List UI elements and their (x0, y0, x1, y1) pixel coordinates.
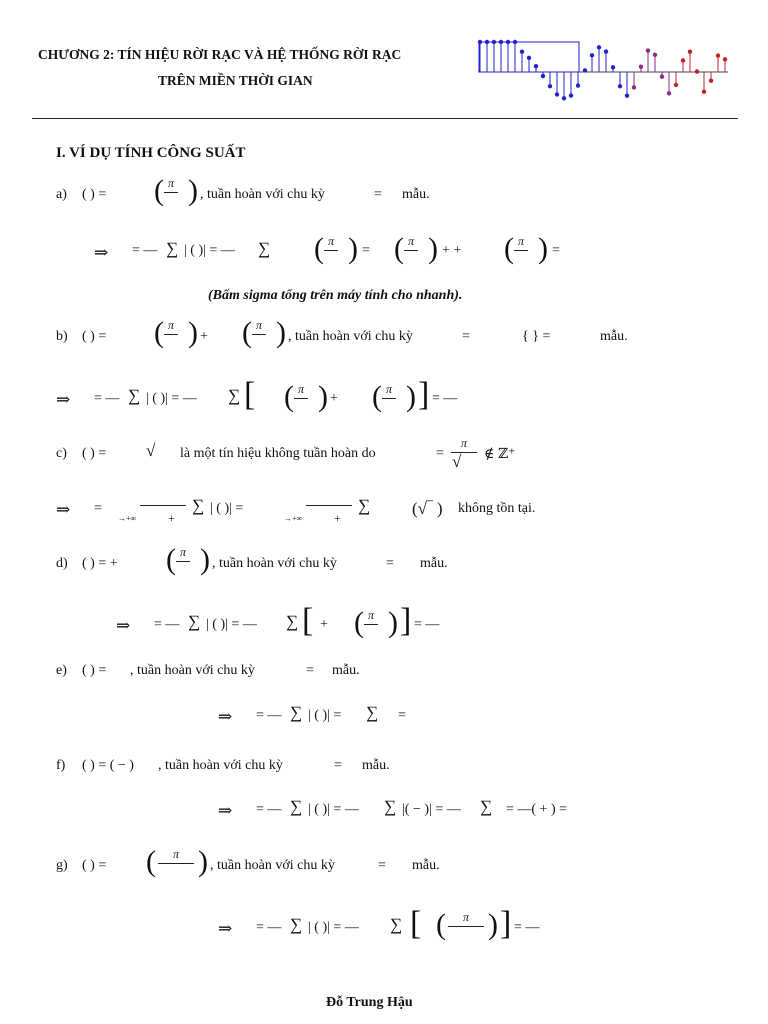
logo-stem-dot (723, 57, 727, 61)
item-d-paren2-open: ( (354, 606, 364, 639)
item-g-arrow-icon: ⇒ (218, 919, 233, 938)
logo-stem-dot (499, 40, 503, 44)
item-d-bracket-close: ] (400, 602, 412, 639)
item-c-plus1: + (168, 511, 175, 525)
item-e-sigma2-icon: ∑ (366, 703, 379, 722)
item-a-desc: , tuần hoàn với chu kỳ (200, 187, 325, 202)
item-b-sigma-icon: ∑ (128, 386, 141, 405)
item-f-power-lhs: = — (256, 802, 282, 817)
item-f-eq: = (334, 758, 342, 773)
item-d-unit: mẫu. (420, 556, 448, 571)
item-a-unit: mẫu. (402, 187, 430, 202)
item-f-desc: , tuần hoàn với chu kỳ (158, 758, 283, 773)
logo-stem-dot (527, 56, 531, 60)
item-c-notin: ∉ ℤ⁺ (484, 447, 516, 462)
item-g-sigma2-icon: ∑ (390, 915, 403, 934)
logo-stem-dot (688, 49, 692, 53)
item-g-fraction2: π (446, 910, 486, 931)
item-e-power-lhs: = — (256, 708, 282, 723)
item-d-plus: + (320, 617, 328, 632)
item-f-abs: | ( )| = — (308, 802, 359, 817)
item-g-fraction: π (156, 847, 196, 868)
item-c-eq2: = (94, 501, 102, 516)
item-d-paren-open: ( (166, 543, 176, 576)
logo-stem-dot (639, 64, 643, 68)
item-b-paren1-close: ) (188, 316, 198, 349)
item-g-sigma-icon: ∑ (290, 915, 303, 934)
item-d-desc: , tuần hoàn với chu kỳ (212, 556, 337, 571)
item-a-label: a) (56, 187, 67, 202)
item-a-abs: | ( )| = — (184, 243, 235, 258)
item-a-fraction: π (162, 176, 180, 197)
item-a-paren3-close: ) (538, 232, 548, 265)
item-e-signal: ( ) = (82, 663, 107, 678)
item-a-fraction4: π (512, 234, 530, 255)
item-a-open-paren: ( (154, 174, 164, 207)
logo-stem-dot (625, 93, 629, 97)
item-g-paren-open: ( (146, 845, 156, 878)
logo-stem-dot (709, 79, 713, 83)
logo-stem-dot (513, 40, 517, 44)
item-c-limit1: →+∞ (118, 514, 137, 523)
item-d-sigma-icon: ∑ (188, 612, 201, 631)
item-g-signal: ( ) = (82, 858, 107, 873)
item-d-paren-close: ) (200, 543, 210, 576)
logo-stem-dot (555, 92, 559, 96)
item-e-abs: | ( )| = (308, 708, 342, 723)
item-a-plus: + + (442, 243, 462, 258)
item-g-unit: mẫu. (412, 858, 440, 873)
item-a-eq2: = (552, 243, 560, 258)
item-c-sqrt-term: (√‾ ) (412, 499, 443, 518)
item-g-eq: = (378, 858, 386, 873)
logo-stem-dot (534, 64, 538, 68)
item-b-fraction3: π (292, 382, 310, 403)
item-e-eq: = (306, 663, 314, 678)
item-g-paren-close: ) (198, 845, 208, 878)
item-a-sigma-icon: ∑ (166, 239, 179, 258)
item-c-fraction: π (450, 436, 478, 457)
logo-stem-dot (478, 40, 482, 44)
logo-stem-dot (632, 85, 636, 89)
item-c-sqrt2-icon: √ (452, 452, 462, 471)
item-b-fraction4: π (380, 382, 398, 403)
item-f-unit: mẫu. (362, 758, 390, 773)
logo-stem-dot (646, 48, 650, 52)
logo-stem-dot (562, 96, 566, 100)
logo-stem-dot (660, 74, 664, 78)
item-b-paren2-open: ( (242, 316, 252, 349)
logo-stem-dot (492, 40, 496, 44)
item-b-label: b) (56, 329, 68, 344)
item-c-abs: | ( )| = (210, 501, 244, 516)
item-g-power-lhs: = — (256, 920, 282, 935)
item-d-power-lhs: = — (154, 617, 180, 632)
item-d-abs: | ( )| = — (206, 617, 257, 632)
item-b-desc: , tuần hoàn với chu kỳ (288, 329, 413, 344)
item-b-arrow-icon: ⇒ (56, 390, 71, 409)
item-b-paren1-open: ( (154, 316, 164, 349)
item-a-signal: ( ) = (82, 187, 107, 202)
item-b-power-lhs: = — (94, 391, 120, 406)
item-g-bracket-open: [ (410, 905, 422, 942)
item-a-paren1-close: ) (348, 232, 358, 265)
item-b-unit: mẫu. (600, 329, 628, 344)
item-b-fraction2: π (250, 318, 268, 339)
item-b-bracket-close: ] (418, 376, 430, 413)
logo-stem-dot (702, 90, 706, 94)
item-g-end: = — (514, 920, 540, 935)
item-c-sigma2-icon: ∑ (358, 496, 371, 515)
item-d-label: d) (56, 556, 68, 571)
item-c-signal: ( ) = (82, 446, 107, 461)
header-divider (32, 118, 738, 119)
item-d-sigma2-icon: ∑ (286, 612, 299, 631)
item-b-plus2: + (330, 391, 338, 406)
item-b-abs: | ( )| = — (146, 391, 197, 406)
item-g-label: g) (56, 858, 68, 873)
header-title-line1: CHƯƠNG 2: TÍN HIỆU RỜI RẠC VÀ HỆ THỐNG RỜI RẠC (38, 47, 402, 62)
item-b-eq: = (462, 329, 470, 344)
item-a-arrow-icon: ⇒ (94, 243, 109, 262)
item-e-sigma-icon: ∑ (290, 703, 303, 722)
item-g-desc: , tuần hoàn với chu kỳ (210, 858, 335, 873)
logo-stem-dot (695, 69, 699, 73)
header-title-line2: TRÊN MIỀN THỜI GIAN (158, 73, 313, 88)
item-d-arrow-icon: ⇒ (116, 616, 131, 635)
item-a-paren3-open: ( (504, 232, 514, 265)
logo-stem-dot (716, 53, 720, 57)
footer-author: Đỗ Trung Hậu (326, 995, 413, 1010)
item-a-paren2-open: ( (394, 232, 404, 265)
discrete-signal-logo-icon (470, 36, 732, 108)
item-e-label: e) (56, 663, 67, 678)
item-f-label: f) (56, 758, 66, 773)
item-a-fraction2: π (322, 234, 340, 255)
logo-stem-dot (653, 53, 657, 57)
item-g-paren2-open: ( (436, 908, 446, 941)
logo-stem-dot (590, 53, 594, 57)
item-g-paren2-close: ) (488, 908, 498, 941)
item-c-label: c) (56, 446, 67, 461)
item-d-eq: = (386, 556, 394, 571)
item-b-lcm: { } = (522, 329, 551, 344)
item-b-paren4-open: ( (372, 380, 382, 413)
logo-stem-dot (506, 40, 510, 44)
item-e-unit: mẫu. (332, 663, 360, 678)
section-title: I. VÍ DỤ TÍNH CÔNG SUẤT (56, 145, 246, 161)
logo-stem-dot (576, 83, 580, 87)
item-e-desc: , tuần hoàn với chu kỳ (130, 663, 255, 678)
item-b-paren2-close: ) (276, 316, 286, 349)
item-c-sqrt-icon: √ (146, 441, 156, 460)
item-f-arrow-icon: ⇒ (218, 801, 233, 820)
item-a-paren1-open: ( (314, 232, 324, 265)
logo-stem-dot (674, 83, 678, 87)
item-d-fraction: π (174, 545, 192, 566)
item-a-power-lhs: = — (132, 243, 158, 258)
logo-stem-dot (548, 84, 552, 88)
item-b-bracket-open: [ (244, 376, 256, 413)
item-d-end: = — (414, 617, 440, 632)
item-e-end: = (398, 708, 406, 723)
item-c-arrow-icon: ⇒ (56, 500, 71, 519)
item-c-sigma-icon: ∑ (192, 496, 205, 515)
item-c-fraction-bar1 (140, 505, 186, 506)
item-b-plus: + (200, 329, 208, 344)
logo-stem-dot (583, 68, 587, 72)
item-c-desc: là một tín hiệu không tuần hoàn do (180, 446, 376, 461)
item-d-signal: ( ) = + (82, 556, 118, 571)
logo-stem-dot (520, 49, 524, 53)
logo-stem-dot (667, 91, 671, 95)
logo-stem-dot (681, 58, 685, 62)
item-f-end: = —( + ) = (506, 802, 568, 817)
logo-stem-dot (597, 45, 601, 49)
logo-stem-dot (604, 49, 608, 53)
item-b-paren3-close: ) (318, 380, 328, 413)
item-f-mid: |( − )| = — (402, 802, 461, 817)
item-a-fraction3: π (402, 234, 420, 255)
item-g-abs: | ( )| = — (308, 920, 359, 935)
item-a-eq: = (374, 187, 382, 202)
item-b-signal: ( ) = (82, 329, 107, 344)
item-d-bracket-open: [ (302, 602, 314, 639)
item-b-end: = — (432, 391, 458, 406)
item-d-paren2-close: ) (388, 606, 398, 639)
item-f-sigma-icon: ∑ (290, 797, 303, 816)
logo-stem-dot (485, 40, 489, 44)
item-f-sigma3-icon: ∑ (480, 797, 493, 816)
logo-stem-dot (541, 74, 545, 78)
item-b-paren3-open: ( (284, 380, 294, 413)
item-b-paren4-close: ) (406, 380, 416, 413)
item-a-sigma2-icon: ∑ (258, 239, 271, 258)
item-f-sigma2-icon: ∑ (384, 797, 397, 816)
item-a-paren2-close: ) (428, 232, 438, 265)
item-d-fraction2: π (362, 608, 380, 629)
item-c-plus2: + (334, 511, 341, 525)
item-e-arrow-icon: ⇒ (218, 707, 233, 726)
item-a-eq1: = (362, 243, 370, 258)
item-c-fraction-bar2 (306, 505, 352, 506)
logo-stem-dot (611, 65, 615, 69)
item-c-tail: không tồn tại. (458, 501, 536, 516)
item-b-sigma2-icon: ∑ (228, 386, 241, 405)
logo-stem-dot (618, 84, 622, 88)
item-c-eq: = (436, 446, 444, 461)
item-g-bracket-close: ] (500, 905, 512, 942)
item-c-limit2: →+∞ (284, 514, 303, 523)
item-f-signal: ( ) = ( − ) (82, 758, 134, 773)
item-b-fraction1: π (162, 318, 180, 339)
logo-stem-dot (569, 93, 573, 97)
calculator-note: (Bấm sigma tổng trên máy tính cho nhanh). (208, 288, 463, 303)
item-a-close-paren: ) (188, 174, 198, 207)
